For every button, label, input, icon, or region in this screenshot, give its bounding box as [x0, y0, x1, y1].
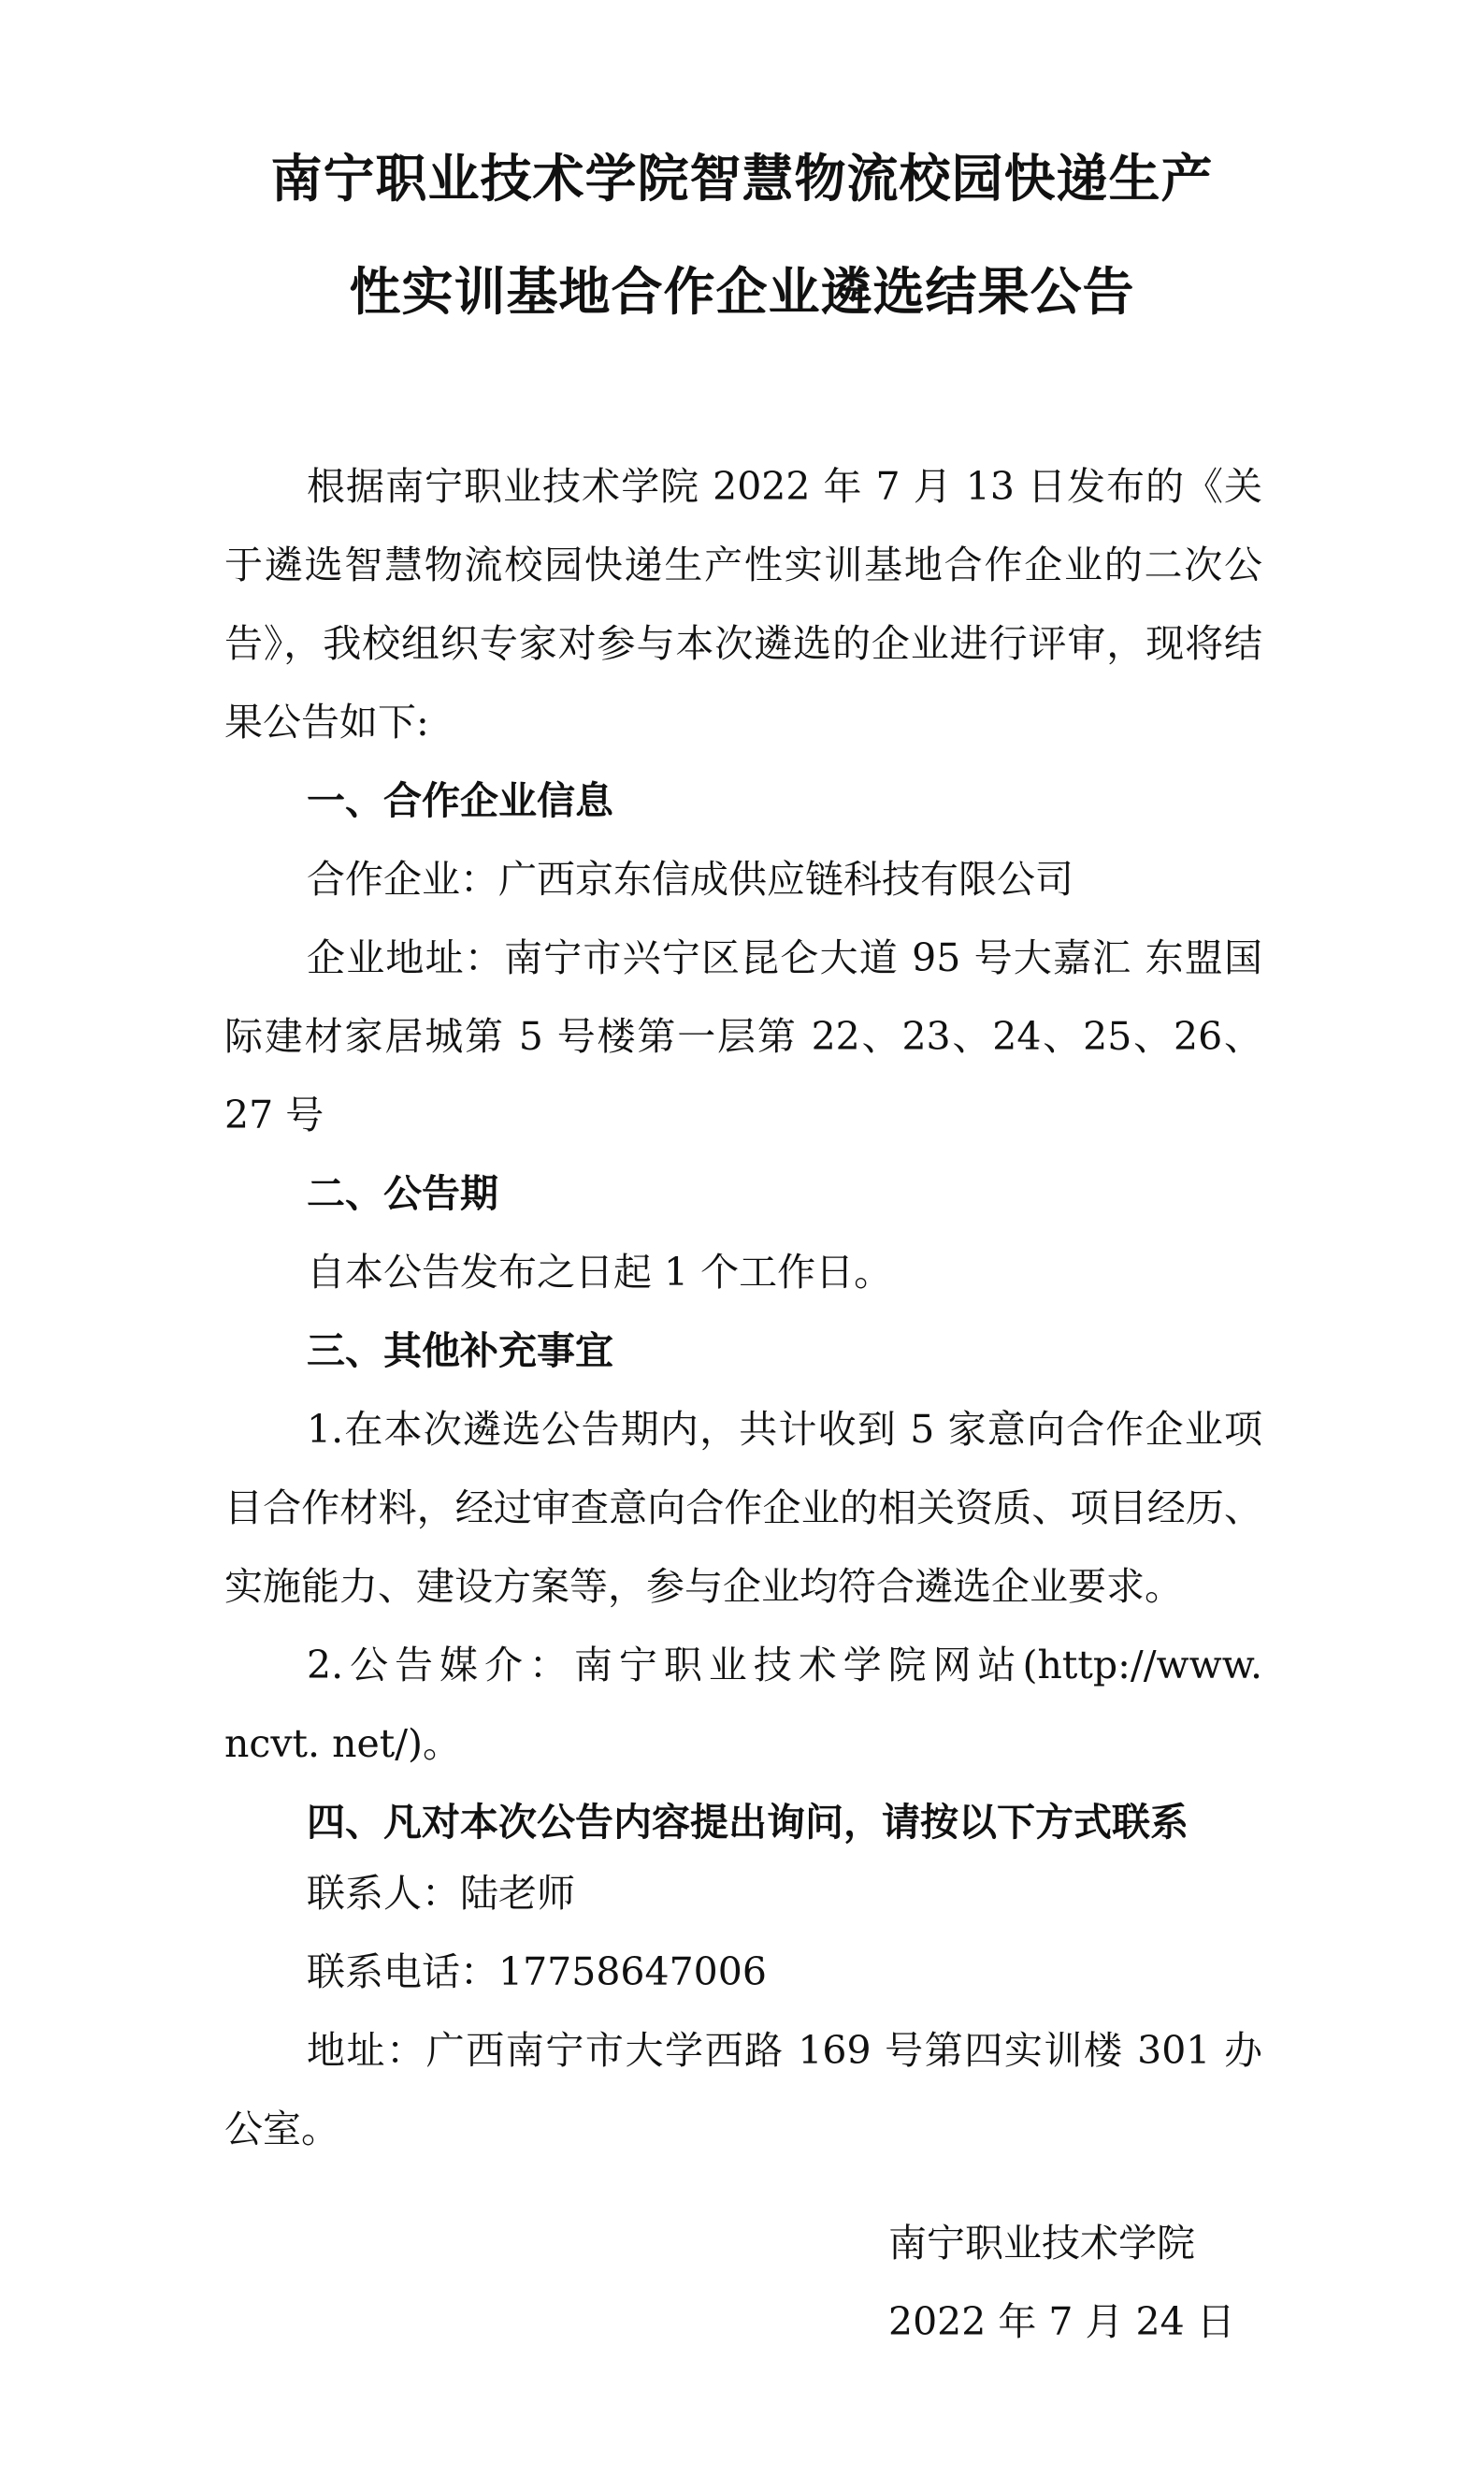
contact-address: 地址：广西南宁市大学西路 169 号第四实训楼 301 办公室。	[224, 2028, 1262, 2151]
document-body	[224, 447, 1262, 2168]
contact-phone: 联系电话：17758647006	[307, 1949, 767, 1994]
title-line-1: 南宁职业技术学院智慧物流校园快递生产	[270, 148, 1214, 209]
section-4-heading: 四、凡对本次公告内容提出询问，请按以下方式联系	[307, 1800, 1189, 1845]
section-1-heading: 一、合作企业信息	[307, 778, 613, 823]
supplement-item-1: 1.在本次遴选公告期内，共计收到 5 家意向合作企业项目合作材料，经过审查意向合作企业的相关资质、项目经历、实施能力、建设方案等，参与企业均符合遴选企业要求。	[224, 1407, 1262, 1609]
section-2-heading: 二、公告期	[307, 1171, 498, 1216]
company-line: 合作企业：广西京东信成供应链科技有限公司	[307, 857, 1073, 902]
title-line-2: 性实训基地合作企业遴选结果公告	[349, 261, 1135, 322]
signature-date: 2022 年 7 月 24 日	[888, 2299, 1235, 2344]
section-3-heading: 三、其他补充事宜	[307, 1328, 613, 1373]
company-address: 企业地址：南宁市兴宁区昆仑大道 95 号大嘉汇 东盟国际建材家居城第 5 号楼第一层第 22、23、24、25、26、27 号	[224, 935, 1262, 1137]
intro-paragraph: 根据南宁职业技术学院 2022 年 7 月 13 日发布的《关于遴选智慧物流校园快递生产性实训基地合作企业的二次公告》，我校组织专家对参与本次遴选的企业进行评审，现将结果公告如下:	[224, 464, 1262, 745]
announcement-period: 自本公告发布之日起 1 个工作日。	[307, 1250, 893, 1295]
supplement-item-2: 2.公告媒介：南宁职业技术学院网站(http://www. ncvt. net/)。	[224, 1643, 1262, 1766]
contact-person: 联系人：陆老师	[307, 1871, 575, 1916]
signature-org: 南宁职业技术学院	[888, 2221, 1195, 2266]
